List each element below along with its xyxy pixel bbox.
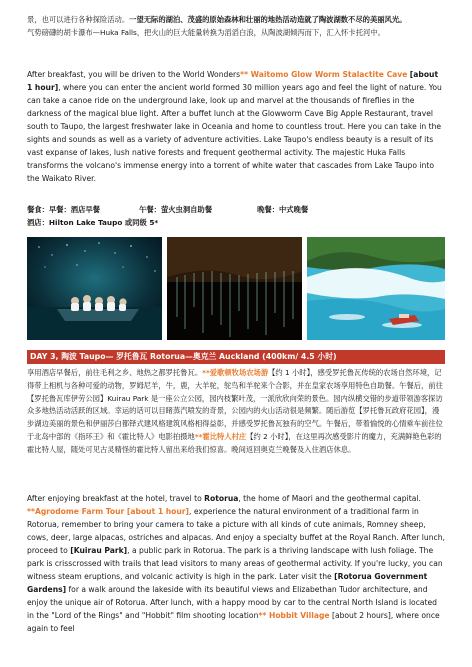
day3-cn-t3: 【约 2 小时】，在这里再次感受影片的魔力，充满鲜艳色彩的霍比特人屋，随处可见古灵精怪的霍比特人留出来给我们惊喜。晚间返回奥克兰晚餐及入住酒店休息。 bbox=[27, 431, 442, 454]
hobbit-village-cn-link[interactable]: **霍比特人村庄 bbox=[194, 431, 247, 441]
day3-en-s5: for a walk around the lakeside with its beautiful views and Elizabethan Tudor architecture, and enjoy the unique air of Rotorua. After lunch, with a happy mood by car to the central North Island is located in the "Lord of the Rings" and "Hobbit" film shooting location bbox=[27, 585, 437, 620]
day3-en-paragraph bbox=[27, 492, 445, 635]
intro-cn-paragraph bbox=[27, 14, 445, 40]
waitomo-cave-link[interactable]: ** Waitomo Glow Worm Stalactite Cave bbox=[240, 70, 408, 79]
hotel-row bbox=[27, 217, 445, 230]
day3-en-s4: , a public park in Rotorua. The park is a thriving landscape with lush foliage. The park is crisscrossed with trails that lead visitors to many areas of geothermal activity. If you're lucky, you can witness steam eruptions, and volcanic activity is high in the park. Later visit the bbox=[27, 546, 443, 581]
day3-en-s1: After enjoying breakfast at the hotel, travel to bbox=[27, 494, 205, 503]
intro-cn-line1-b: 一望无际的湖泊、茂盛的原始森林和壮丽的地热活动造就了陶波湖数不尽的美丽风光。 bbox=[129, 15, 407, 24]
agrodome-cn-link[interactable]: **爱歌顿牧场农场游 bbox=[202, 368, 269, 377]
hotel-label: 酒店： bbox=[27, 218, 49, 227]
day2-en-s1: After breakfast, you will be driven to the World Wonders bbox=[27, 70, 241, 79]
hotel-value: Hilton Lake Taupo 或同级 5* bbox=[48, 218, 159, 227]
meals-row bbox=[27, 204, 445, 217]
day3-en-s3: , experience the natural environment of a traditional farm in Rotorua, remember to bring your camera to take a picture with all kinds of cute animals, Romney sheep, cows, deer, large alpacas, ostriches and alpacas. And enjoy a specialty buffet at the Royal Ranch. After lunch, proceed to bbox=[27, 507, 445, 555]
intro-cn-line1-a: 景，也可以进行各种探险活动。 bbox=[27, 15, 130, 24]
hobbit-village-en-link[interactable]: ** Hobbit Village bbox=[258, 611, 330, 620]
day3-title-bar: DAY 3, 陶波 Taupo— 罗托鲁瓦 Rotorua—奥克兰 Auckland (400km/ 4.5 小时) bbox=[27, 350, 445, 364]
lunch-value: 萤火虫洞自助餐 bbox=[160, 205, 213, 214]
dinner-label: 晚餐： bbox=[257, 205, 280, 214]
day2-en-s2: , where you can enter the ancient world formed 30 million years ago and feel the light of nature. You can take a canoe ride on the underground lake, look up and marvel at the thousands of fireflies in the darkness of the magical blue light. After a buffet lunch at the Glowworm Cave Big Apple Restaurant, travel south to Taupo, the largest freshwater lake in Oceania and home to countless trout. Here you can take in the sights and sounds as well as a variety of adventure activities. Lake Taupo's endless beauty is a result of its vast expanse of lakes, lush native forests and frequent geothermal activity. The majestic Huka Falls transforms the volcano's immense energy into a torrent of white water that cascades from Lake Taupo into the Waikato River. bbox=[27, 83, 442, 183]
rotorua-bold: Rotorua bbox=[204, 494, 239, 503]
government-gardens-bold: [Rotorua Government Gardens] bbox=[27, 572, 428, 594]
day3-cn-paragraph bbox=[27, 367, 445, 457]
photo-strip bbox=[27, 237, 445, 340]
agrodome-en-link[interactable]: **Agrodome Farm Tour [about 1 hour] bbox=[27, 507, 190, 516]
breakfast-label: 餐食：早餐： bbox=[27, 205, 71, 214]
kuirau-park-bold: [Kuirau Park] bbox=[70, 546, 128, 555]
intro-cn-line2: 气势磅礴的胡卡瀑布—Huka Falls，把火山的巨大能量转换为滔滔白浪，从陶波湖倾泻而下，汇入怀卡托河中。 bbox=[27, 27, 385, 37]
day3-cn-t1: 享用酒店早餐后，前往毛利之乡、地热之都罗托鲁瓦。 bbox=[27, 368, 203, 377]
lunch-label: 午餐： bbox=[139, 205, 161, 214]
day3-en-s6: [about 2 hours], where once again to feel bbox=[27, 611, 440, 633]
day3-en-s2: , the home of Maori and the geothermal capital. bbox=[238, 494, 421, 503]
huka-falls-photo bbox=[307, 237, 445, 340]
breakfast-value: 酒店早餐 bbox=[70, 205, 100, 214]
dinner-value: 中式晚餐 bbox=[279, 205, 309, 214]
day2-duration: [about 1 hour] bbox=[27, 70, 439, 92]
glow-worm-boat-photo bbox=[27, 237, 162, 340]
glow-worm-threads-photo bbox=[167, 237, 302, 340]
day3-cn-t2: 【约 1 小时】，感受罗托鲁瓦传统的农场自然环境，记得带上相机与各种可爱的动物，罗姆尼羊，牛，鹿，大羊驼，鸵鸟和羊驼来个合影，并在皇家农场享用特色自助餐。午餐后，前往【罗托鲁瓦库伊劳公园】Kuirau Park 是一座公立公园，园内枝繁叶茂，一派欣欣向荣的景色。园内纵横交错的步道带领游客探访众多地热活动活跃的区域。幸运的话可以目睹蒸汽喷发的奇景，公园内的火山活动很是频繁。随后游览【罗托鲁瓦政府花园】，漫步湖边美丽的景色和伊丽莎白都铎式建风格建筑风格相得益彰，并感受罗托鲁瓦独有的空气。午餐后，带着愉悦的心情乘车前往位于北岛中部的《指环王》和《霍比特人》电影拍摄地 bbox=[27, 368, 443, 441]
day2-en-paragraph bbox=[27, 68, 445, 185]
